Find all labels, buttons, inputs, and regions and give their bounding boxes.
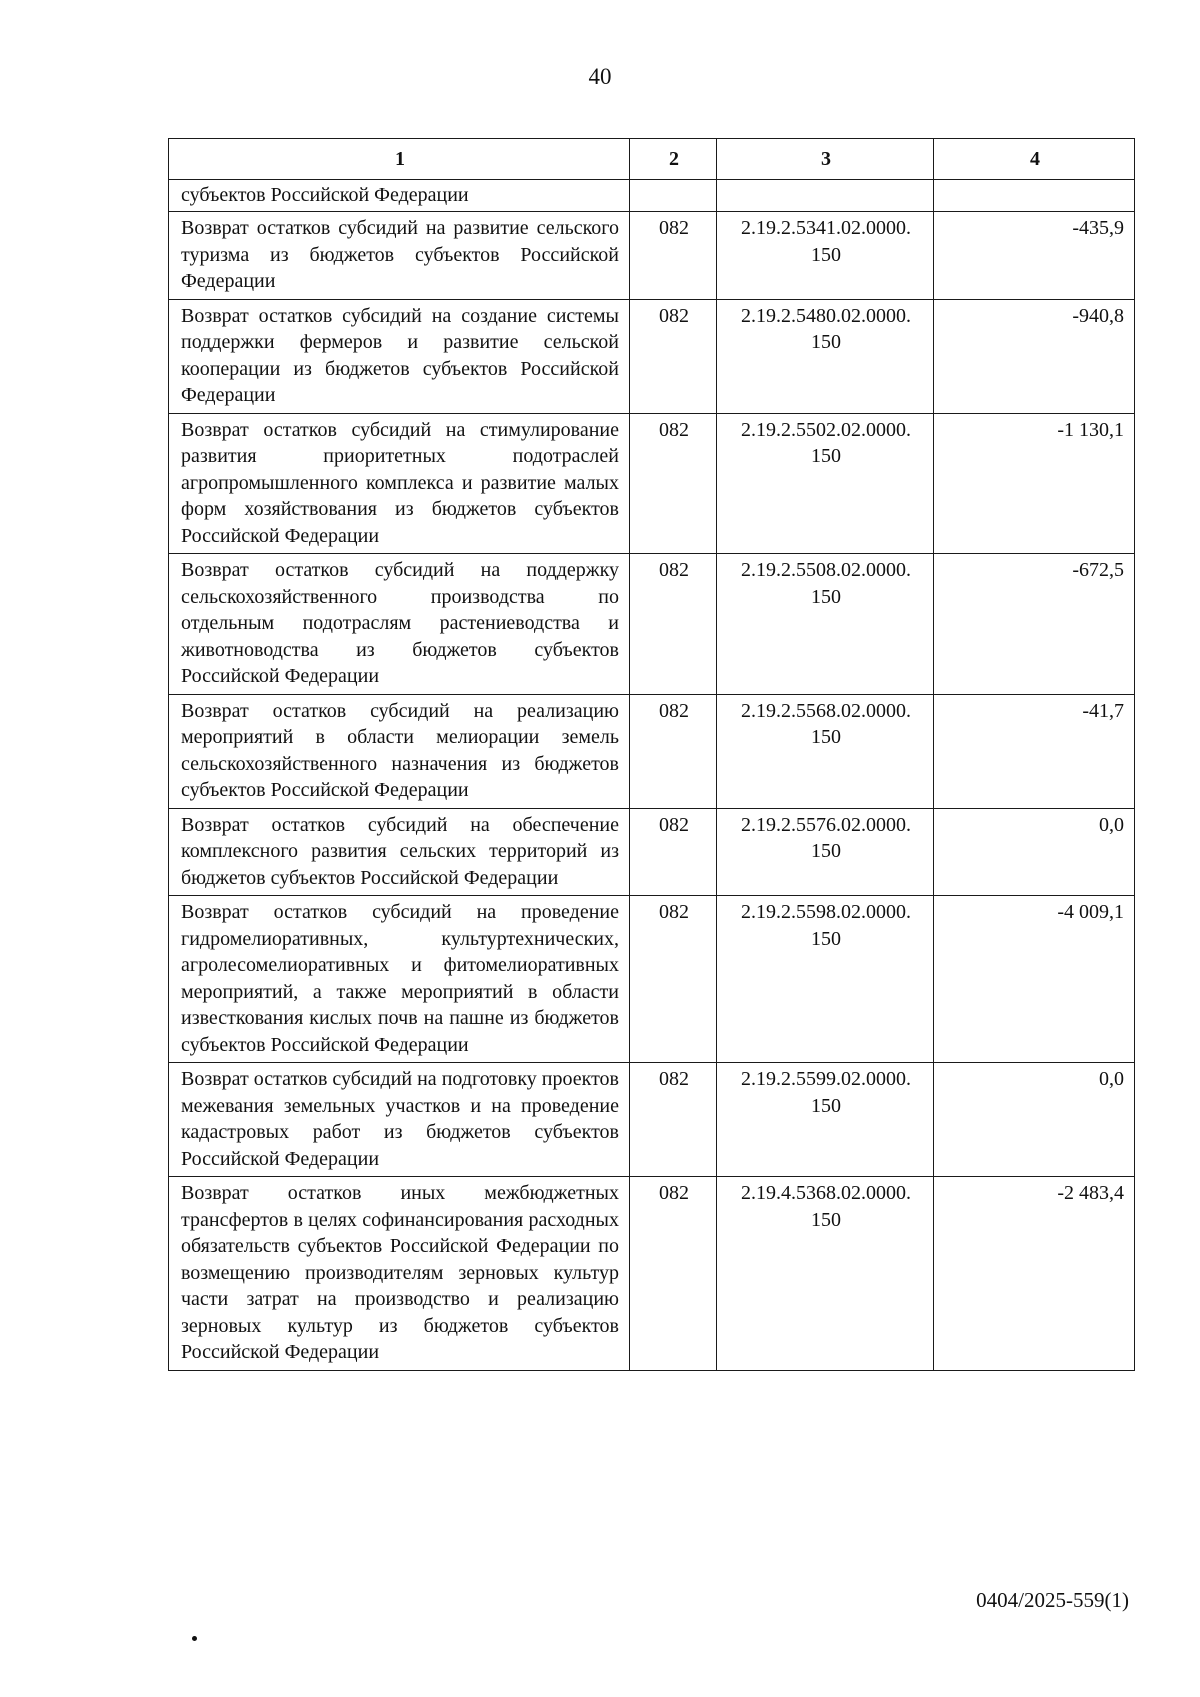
row-code: 082 xyxy=(630,212,717,300)
row-code: 082 xyxy=(630,896,717,1063)
row-amount: 0,0 xyxy=(934,808,1135,896)
row-description: Возврат остатков субсидий на реализацию мероприятий в области мелиорации земель сельскохозяйственного назначения из бюджетов субъектов Российской Федерации xyxy=(169,694,630,808)
table-row xyxy=(169,554,1135,695)
empty-cell xyxy=(934,179,1135,212)
row-kbk: 2.19.2.5568.02.0000. 150 xyxy=(717,694,934,808)
empty-cell xyxy=(717,179,934,212)
row-description: Возврат остатков субсидий на создание системы поддержки фермеров и развитие сельской кооперации из бюджетов субъектов Российской Федерации xyxy=(169,299,630,413)
row-description: Возврат остатков субсидий на подготовку проектов межевания земельных участков и на проведение кадастровых работ из бюджетов субъектов Российской Федерации xyxy=(169,1063,630,1177)
table-row xyxy=(169,808,1135,896)
page-number: 40 xyxy=(588,64,612,89)
continuation-text: субъектов Российской Федерации xyxy=(169,179,630,212)
row-code: 082 xyxy=(630,413,717,554)
continuation-row xyxy=(169,179,1135,212)
row-kbk: 2.19.2.5508.02.0000. 150 xyxy=(717,554,934,695)
row-description: Возврат остатков субсидий на поддержку сельскохозяйственного производства по отдельным подотраслям растениеводства и животноводства из бюджетов субъектов Российской Федерации xyxy=(169,554,630,695)
scan-dot-mark xyxy=(192,1636,197,1641)
table-row xyxy=(169,1177,1135,1371)
row-code: 082 xyxy=(630,1177,717,1371)
table-row xyxy=(169,694,1135,808)
row-amount: -4 009,1 xyxy=(934,896,1135,1063)
table-row xyxy=(169,413,1135,554)
row-kbk: 2.19.2.5576.02.0000. 150 xyxy=(717,808,934,896)
column-header-2: 2 xyxy=(630,139,717,180)
row-description: Возврат остатков субсидий на проведение гидромелиоративных, культуртехнических, агролесомелиоративных и фитомелиоративных мероприятий, а также мероприятий в области известкования кислых почв на пашне из бюджетов субъектов Российской Федерации xyxy=(169,896,630,1063)
budget-table xyxy=(168,138,1135,1371)
row-amount: -940,8 xyxy=(934,299,1135,413)
table-header-row xyxy=(169,139,1135,180)
column-header-1: 1 xyxy=(169,139,630,180)
row-amount: -435,9 xyxy=(934,212,1135,300)
row-amount: -2 483,4 xyxy=(934,1177,1135,1371)
column-header-4: 4 xyxy=(934,139,1135,180)
table-row xyxy=(169,212,1135,300)
empty-cell xyxy=(630,179,717,212)
table-row xyxy=(169,299,1135,413)
row-kbk: 2.19.2.5598.02.0000. 150 xyxy=(717,896,934,1063)
column-header-3: 3 xyxy=(717,139,934,180)
row-kbk: 2.19.4.5368.02.0000. 150 xyxy=(717,1177,934,1371)
row-kbk: 2.19.2.5341.02.0000. 150 xyxy=(717,212,934,300)
row-amount: -672,5 xyxy=(934,554,1135,695)
row-amount: -1 130,1 xyxy=(934,413,1135,554)
row-amount: -41,7 xyxy=(934,694,1135,808)
row-code: 082 xyxy=(630,808,717,896)
row-description: Возврат остатков субсидий на стимулирование развития приоритетных подотраслей агропромышленного комплекса и развитие малых форм хозяйствования из бюджетов субъектов Российской Федерации xyxy=(169,413,630,554)
row-kbk: 2.19.2.5599.02.0000. 150 xyxy=(717,1063,934,1177)
row-code: 082 xyxy=(630,554,717,695)
table-row xyxy=(169,896,1135,1063)
row-description: Возврат остатков иных межбюджетных трансфертов в целях софинансирования расходных обязательств субъектов Российской Федерации по возмещению производителям зерновых культур части затрат на производство и реализацию зерновых культур из бюджетов субъектов Российской Федерации xyxy=(169,1177,630,1371)
row-kbk: 2.19.2.5502.02.0000. 150 xyxy=(717,413,934,554)
row-code: 082 xyxy=(630,299,717,413)
row-description: Возврат остатков субсидий на развитие сельского туризма из бюджетов субъектов Российской Федерации xyxy=(169,212,630,300)
document-id: 0404/2025-559(1) xyxy=(976,1588,1129,1612)
table-row xyxy=(169,1063,1135,1177)
row-code: 082 xyxy=(630,1063,717,1177)
row-description: Возврат остатков субсидий на обеспечение комплексного развития сельских территорий из бюджетов субъектов Российской Федерации xyxy=(169,808,630,896)
row-amount: 0,0 xyxy=(934,1063,1135,1177)
row-code: 082 xyxy=(630,694,717,808)
row-kbk: 2.19.2.5480.02.0000. 150 xyxy=(717,299,934,413)
